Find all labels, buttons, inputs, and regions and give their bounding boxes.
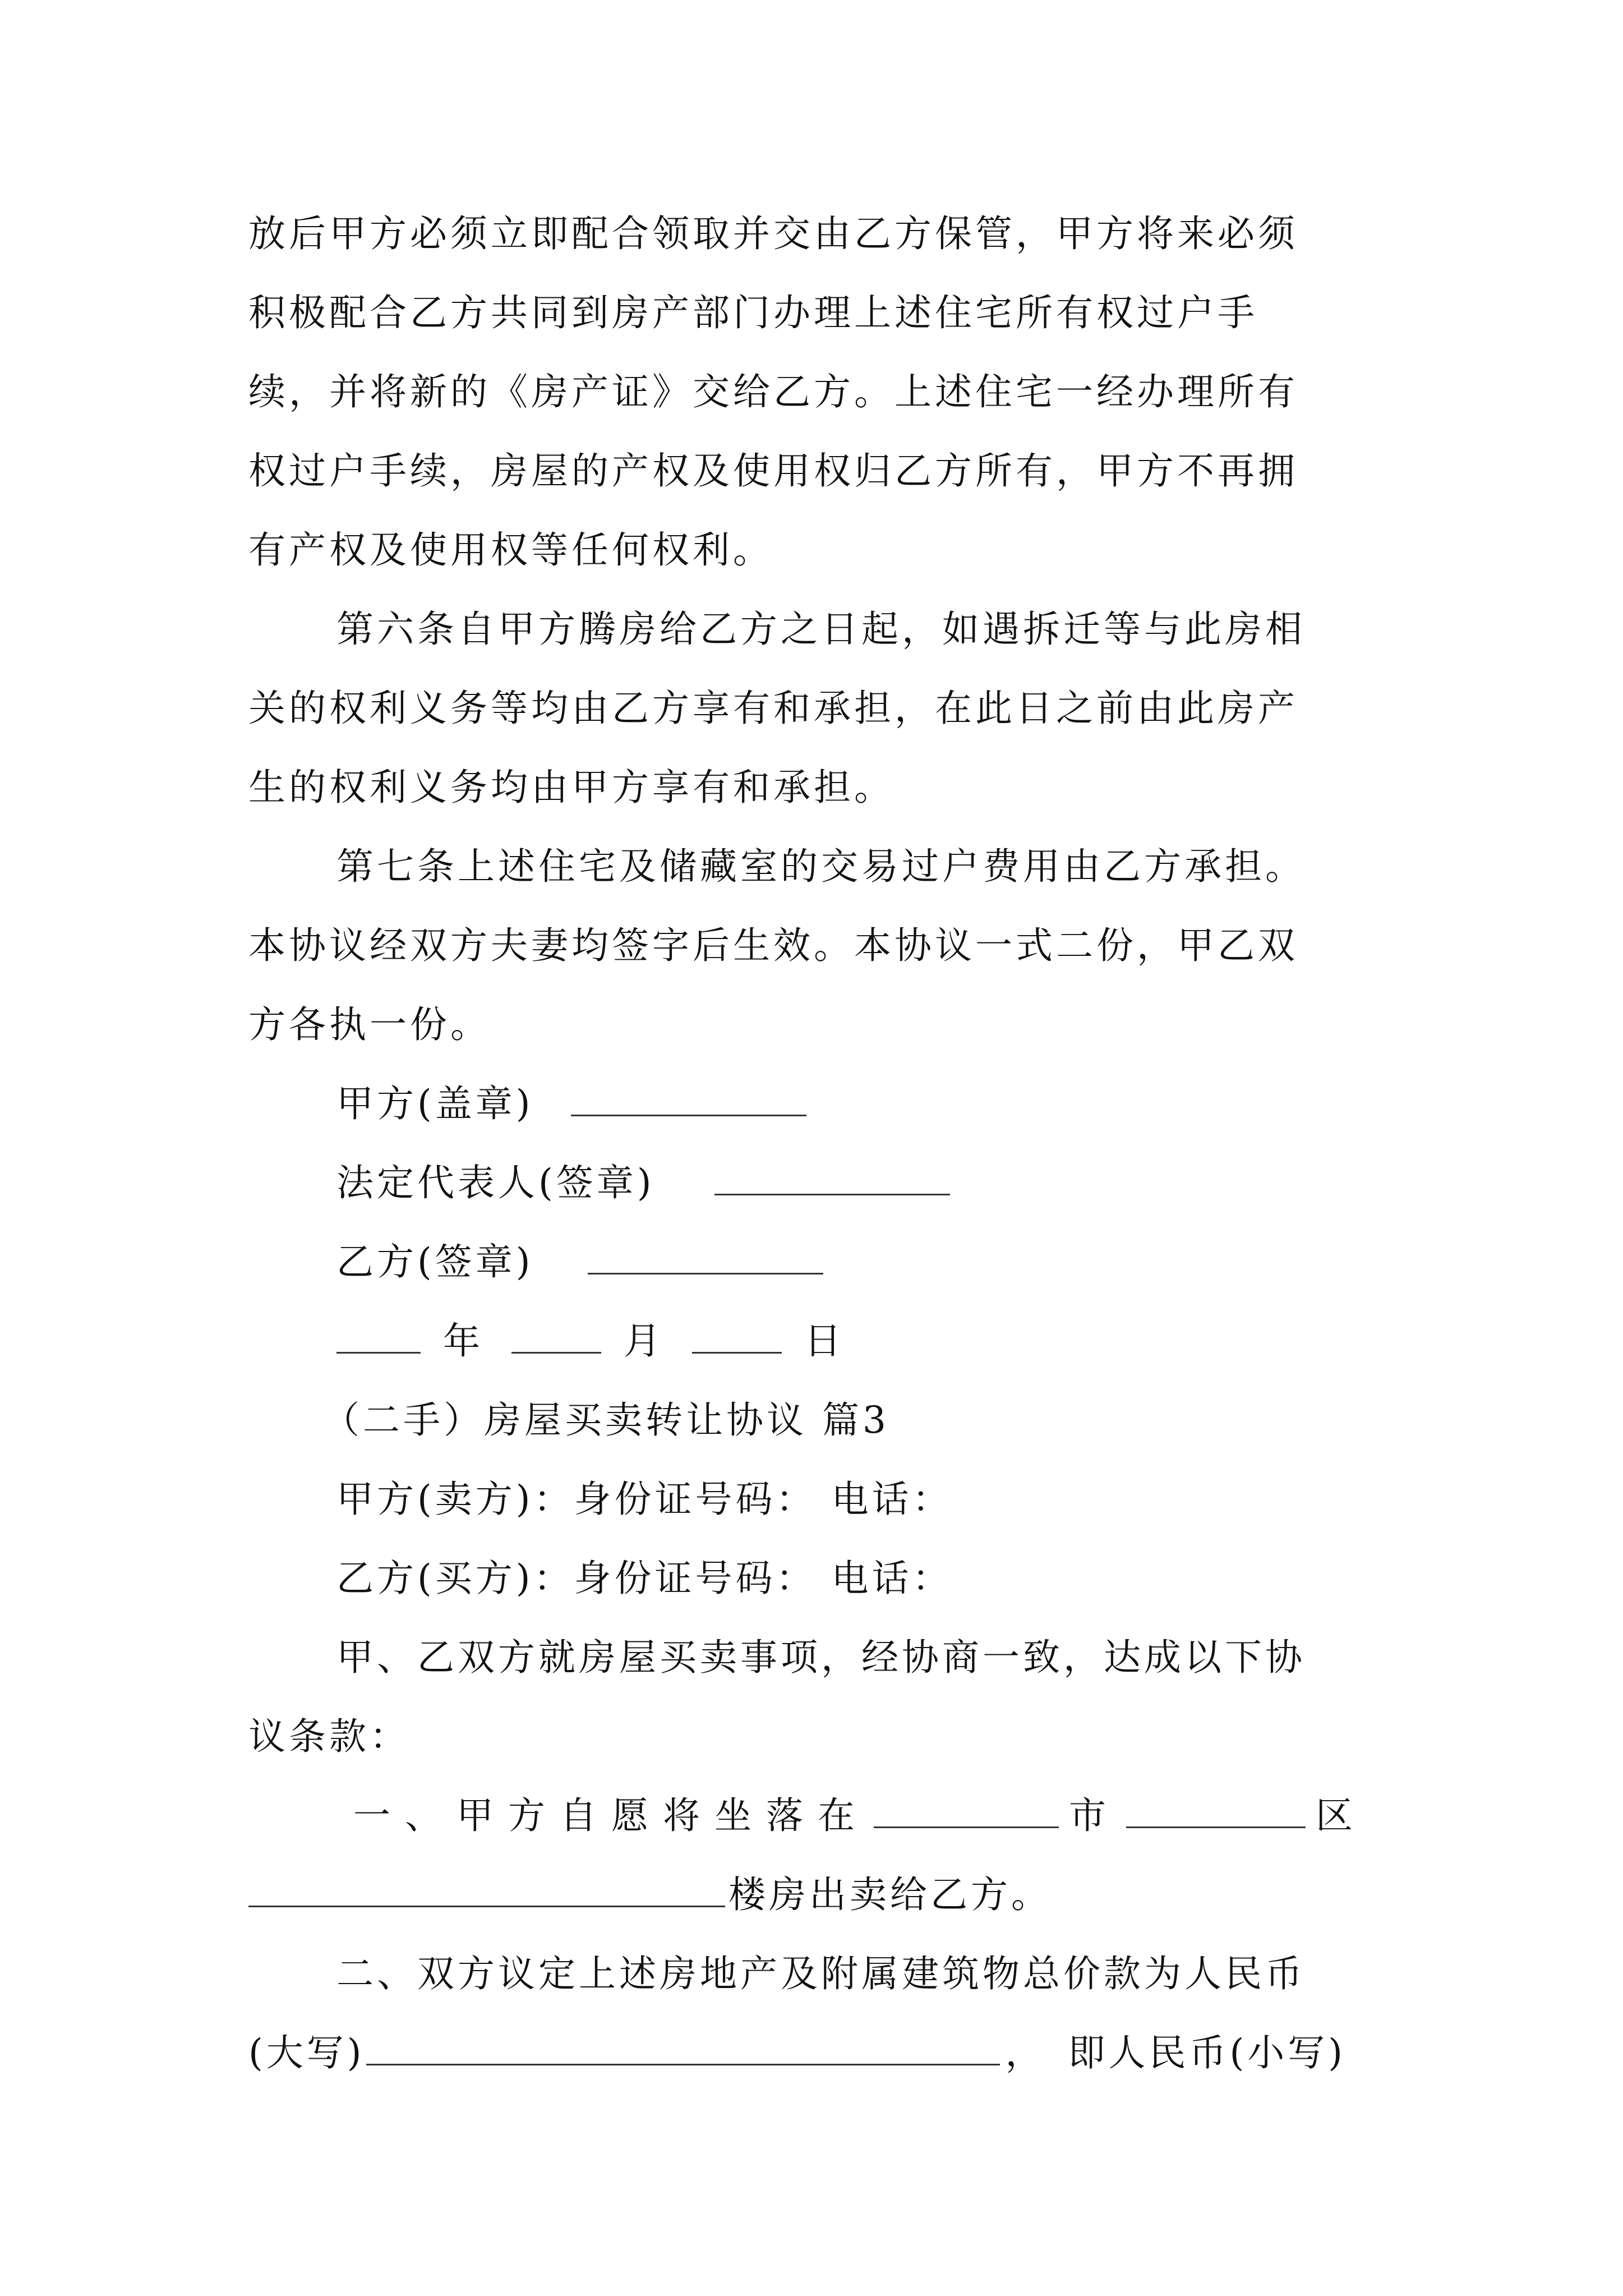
article-7-line: 方各执一份。 <box>248 1003 491 1046</box>
clause-1-suffix: 楼房出卖给乙方。 <box>728 1873 1052 1916</box>
legal-rep-line <box>336 1158 1376 1208</box>
district-blank[interactable] <box>1126 1826 1306 1828</box>
paragraph-line: 有产权及使用权等任何权利。 <box>248 528 773 572</box>
upper-amount-blank[interactable] <box>366 2063 1000 2065</box>
paragraph-line: 权过户手续，房屋的产权及使用权归乙方所有，甲方不再拥 <box>248 449 1298 493</box>
city-blank[interactable] <box>874 1826 1059 1828</box>
year-blank[interactable] <box>336 1351 421 1354</box>
article-6-line: 关的权利义务等均由乙方享有和承担，在此日之前由此房产 <box>248 687 1298 730</box>
day-label: 日 <box>804 1319 845 1363</box>
article-6-line: 生的权利义务均由甲方享有和承担。 <box>248 766 895 809</box>
date-line <box>336 1316 1376 1366</box>
article-7-line: 第七条上述住宅及储藏室的交易过户费用由乙方承担。 <box>336 845 1306 888</box>
upper-amount-label: (大写) <box>248 2031 365 2074</box>
day-blank[interactable] <box>692 1351 782 1354</box>
article-6-line: 第六条自甲方腾房给乙方之日起，如遇拆迁等与此房相 <box>336 608 1306 651</box>
clause-2-line-2 <box>248 2028 1376 2078</box>
section-title: （二手）房屋买卖转让协议 篇3 <box>322 1398 889 1442</box>
year-label: 年 <box>443 1319 483 1363</box>
intro-line: 议条款： <box>248 1715 410 1758</box>
clause-1-line-2 <box>248 1870 1376 1920</box>
city-label: 市 <box>1069 1794 1109 1837</box>
party-b-seal-blank[interactable] <box>588 1272 823 1274</box>
party-a-seal-label: 甲方(盖章) <box>336 1082 534 1125</box>
paragraph-line: 续，并将新的《房产证》交给乙方。上述住宅一经办理所有 <box>248 370 1298 413</box>
legal-rep-label: 法定代表人(签章) <box>336 1161 655 1204</box>
buyer-line: 乙方(买方)：身份证号码： 电话： <box>336 1557 953 1600</box>
address-blank[interactable] <box>248 1905 725 1907</box>
comma: ， <box>1005 2031 1046 2074</box>
clause-1-line <box>353 1791 1376 1841</box>
month-blank[interactable] <box>511 1351 601 1354</box>
party-b-seal-label: 乙方(签章) <box>336 1240 534 1283</box>
district-label: 区 <box>1316 1794 1356 1837</box>
month-label: 月 <box>624 1319 664 1363</box>
lower-amount-label: 即人民币(小写) <box>1068 2031 1346 2074</box>
legal-rep-blank[interactable] <box>714 1193 950 1195</box>
clause-1-prefix: 一、甲方自愿将坐落在 <box>353 1794 869 1837</box>
party-a-seal-blank[interactable] <box>571 1114 806 1116</box>
clause-2-line: 二、双方议定上述房地产及附属建筑物总价款为人民币 <box>336 1952 1306 1995</box>
seller-line: 甲方(卖方)：身份证号码： 电话： <box>336 1478 953 1521</box>
intro-line: 甲、乙双方就房屋买卖事项，经协商一致，达成以下协 <box>336 1636 1306 1679</box>
paragraph-line: 积极配合乙方共同到房产部门办理上述住宅所有权过户手 <box>248 291 1258 334</box>
party-a-seal-line <box>336 1079 1376 1129</box>
paragraph-line: 放后甲方必须立即配合领取并交由乙方保管，甲方将来必须 <box>248 212 1298 255</box>
article-7-line: 本协议经双方夫妻均签字后生效。本协议一式二份，甲乙双 <box>248 924 1298 967</box>
party-b-seal-line <box>336 1237 1376 1287</box>
